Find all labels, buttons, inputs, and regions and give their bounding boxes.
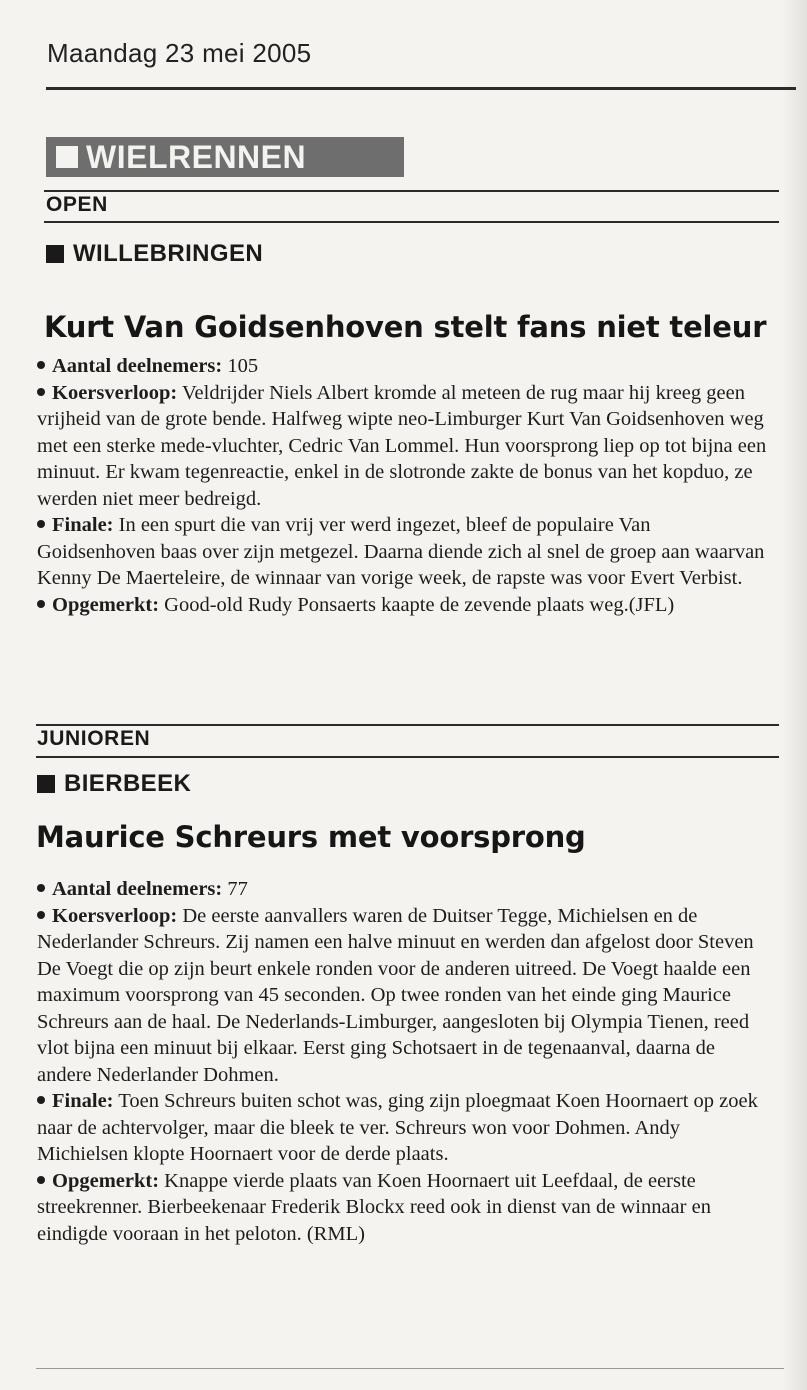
paragraph-label: Aantal deelnemers: <box>52 355 223 377</box>
section-banner <box>46 137 404 177</box>
bullet-icon <box>37 1176 45 1184</box>
article-paragraph <box>37 1168 767 1248</box>
article-paragraph <box>37 512 767 592</box>
article-paragraph <box>37 1088 767 1168</box>
paragraph-text: In een spurt die van vrij ver werd ingezet, bleef de populaire Van Goidsenhoven baas over zijn metgezel. Daarna diende zich al snel de groep aan waarvan Kenny De Maerteleire, de winnaar van vorige week, de rapste was voor Evert Verbist. <box>37 514 765 589</box>
paragraph-text: Knappe vierde plaats van Koen Hoornaert uit Leefdaal, de eerste streekrenner. Bierbeekenaar Frederik Blockx reed ook in dienst van de winnaar en eindigde vooraan in het peloton. (RML) <box>37 1169 711 1245</box>
paragraph-text: 77 <box>222 878 248 900</box>
article-paragraph <box>37 903 767 1089</box>
bullet-icon <box>37 600 45 608</box>
square-icon <box>56 146 78 168</box>
category-rule-top <box>44 190 779 192</box>
place-name: WILLEBRINGEN <box>73 240 264 267</box>
section-title: WIELRENNEN <box>86 138 307 175</box>
category-rule-bottom <box>36 756 779 758</box>
place-name: BIERBEEK <box>64 770 192 797</box>
article-paragraph <box>37 592 767 619</box>
paragraph-label: Koersverloop: <box>52 381 178 404</box>
paragraph-text: Toen Schreurs buiten schot was, ging zijn ploegmaat Koen Hoornaert op zoek naar de achtervolger, maar die bleek te ver. Schreurs won voor Dohmen. Andy Michielsen klopte Hoornaert voor de derde plaats. <box>37 1090 758 1165</box>
paragraph-text: Good-old Rudy Ponsaerts kaapte de zevende plaats weg.(JFL) <box>159 593 675 616</box>
bullet-icon <box>37 884 45 892</box>
article-paragraph <box>37 876 767 903</box>
category-label: JUNIOREN <box>37 727 151 750</box>
category-rule-bottom <box>44 221 779 223</box>
article-paragraph <box>37 353 767 380</box>
category-rule-top <box>36 724 779 726</box>
page-date: Maandag 23 mei 2005 <box>47 38 312 68</box>
paragraph-text: De eerste aanvallers waren de Duitser Tegge, Michielsen en de Nederlander Schreurs. Zij namen een halve minuut en werden dan afgelost door Steven De Voegt die op zijn beurt enkele ronden voor de anderen uitreed. De Voegt haalde een maximum voorsprong van 45 seconden. Op twee ronden van het einde ging Maurice Schreurs aan de haal. De Nederlands-Limburger, aangesloten bij Olympia Tienen, reed vlot bijna een minuut bij elkaar. Eerst ging Schotsaert in de tegenaanval, daarna de andere Nederlander Dohmen. <box>37 904 754 1086</box>
paragraph-label: Aantal deelnemers: <box>52 878 223 900</box>
bullet-icon <box>37 520 45 528</box>
bullet-icon <box>37 388 45 396</box>
article-headline: Maurice Schreurs met voorsprong <box>36 820 586 854</box>
category-label: OPEN <box>46 193 108 216</box>
article-paragraph <box>37 380 767 513</box>
square-bullet-icon <box>37 775 55 793</box>
article-body <box>37 353 767 618</box>
place-label <box>37 770 191 798</box>
paragraph-text: 105 <box>222 355 259 377</box>
bullet-icon <box>37 1096 45 1104</box>
article-body <box>37 876 767 1247</box>
page-edge-shadow <box>783 0 807 1390</box>
paragraph-label: Finale: <box>52 1090 114 1112</box>
paragraph-label: Finale: <box>52 514 114 536</box>
paragraph-label: Opgemerkt: <box>52 1169 160 1192</box>
article-headline: Kurt Van Goidsenhoven stelt fans niet teleur <box>44 310 767 344</box>
bullet-icon <box>37 361 45 369</box>
paragraph-label: Koersverloop: <box>52 904 178 927</box>
square-bullet-icon <box>46 245 64 263</box>
header-rule <box>46 87 796 90</box>
page-bottom-rule <box>36 1368 784 1369</box>
bullet-icon <box>37 911 45 919</box>
paragraph-text: Veldrijder Niels Albert kromde al meteen de rug maar hij kreeg geen vrijheid van de grote bende. Halfweg wipte neo-Limburger Kurt Van Goidsenhoven weg met een sterke mede-vluchter, Cedric Van Lommel. Hun voorsprong liep op tot bijna een minuut. Er kwam tegenreactie, enkel in de slotronde zakte de bonus van het kopduo, ze werden niet meer bedreigd. <box>37 381 767 510</box>
paragraph-label: Opgemerkt: <box>52 593 160 616</box>
place-label <box>46 240 263 268</box>
